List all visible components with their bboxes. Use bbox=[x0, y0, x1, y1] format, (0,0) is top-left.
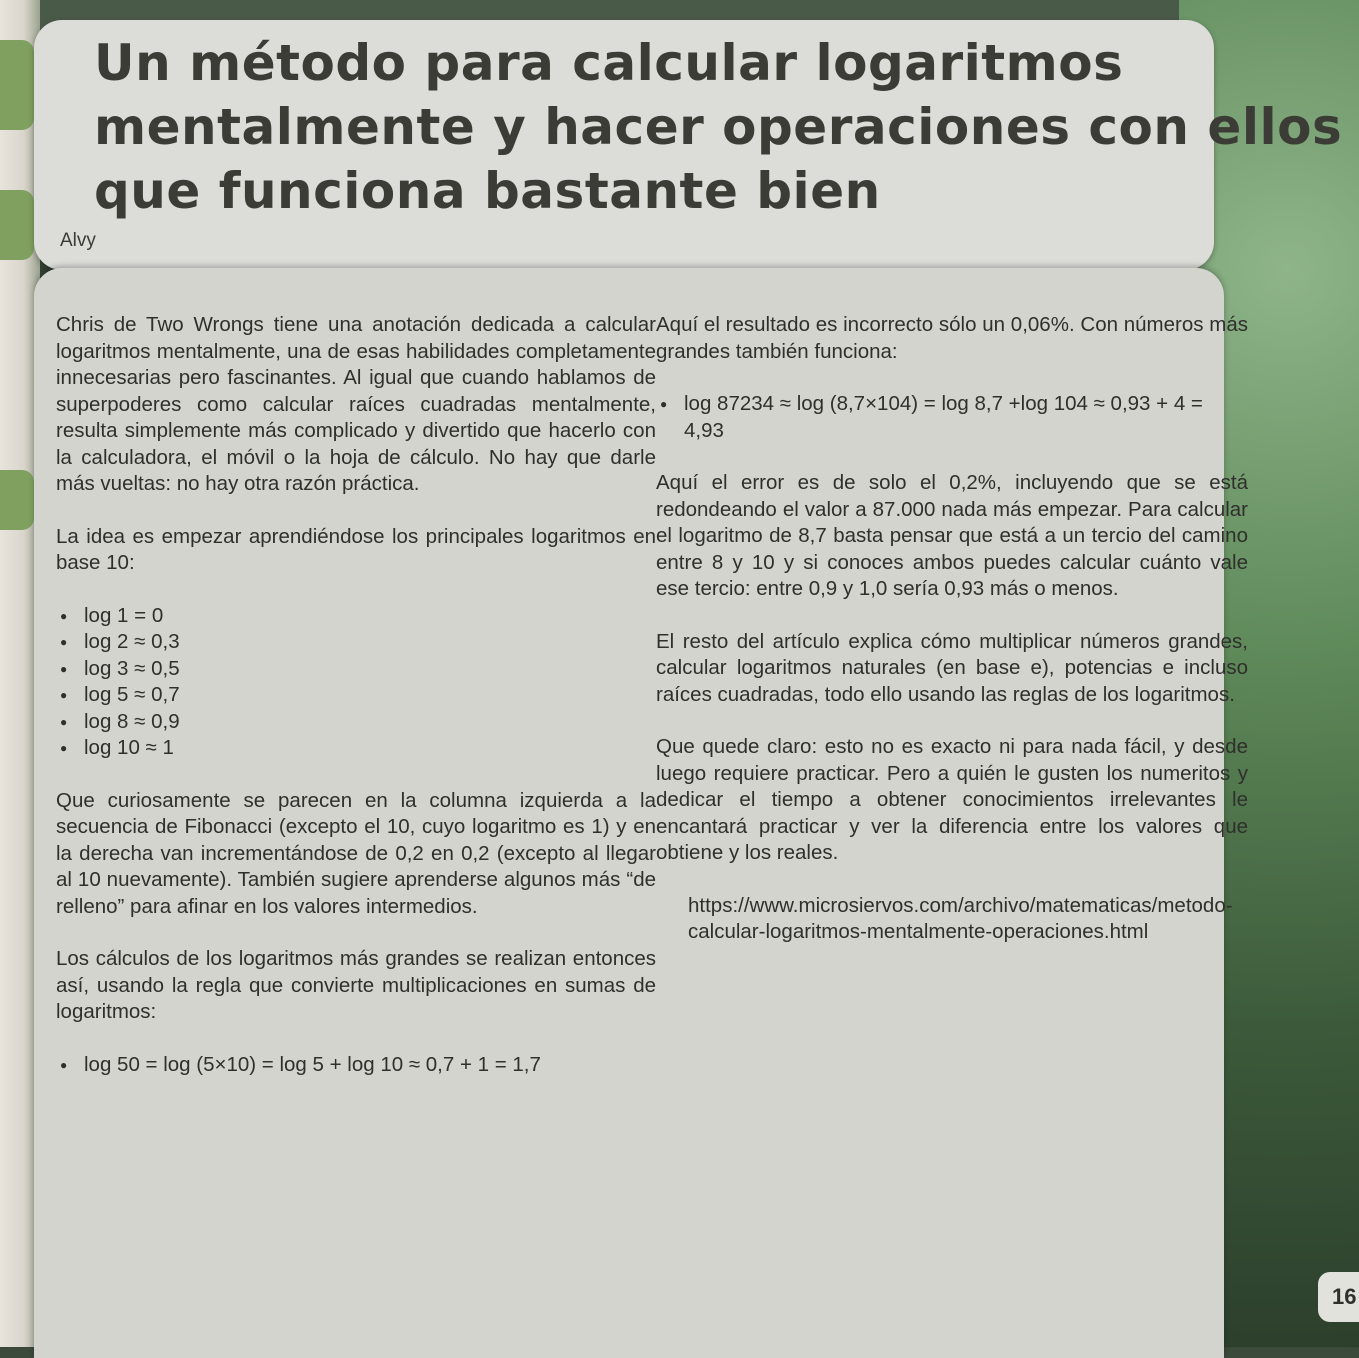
paragraph-rest: El resto del artículo explica cómo multiplicar números grandes, calcular logaritmos naturales (en base e), potencias e incluso raíces cuadradas, todo ello usando las reglas de los logaritmos. bbox=[656, 629, 1248, 706]
source-url: https://www.microsiervos.com/archivo/matematicas/metodo-calcular-logaritmos-mentalmente-operaciones.html bbox=[688, 893, 1233, 943]
paragraph-intro: Chris de Two Wrongs tiene una anotación dedicada a calcular logaritmos mentalmente, una de esas habilidades completamente innecesarias pero fascinantes. Al igual que cuando hablamos de superpoderes como calcular raíces cuadradas mentalmente, resulta simplemente más complicado y divertido que hacerlo con la calculadora, el móvil o la hoja de cálculo. No hay que darle más vueltas: no hay otra razón práctica. bbox=[56, 313, 656, 495]
example-log-87234: ● log 87234 ≈ log (8,7×104) = log 8,7 +log 104 ≈ 0,93 + 4 = 4,93 bbox=[656, 391, 1248, 444]
list-item: ● log 2 ≈ 0,3 bbox=[56, 629, 656, 656]
list-item: ● log 10 ≈ 1 bbox=[56, 735, 656, 762]
list-item: ● log 8 ≈ 0,9 bbox=[56, 709, 656, 736]
page-number: 16 bbox=[1318, 1272, 1359, 1322]
left-column bbox=[56, 312, 656, 1104]
paragraph-large-logs: Los cálculos de los logaritmos más grandes se realizan entonces así, usando la regla que convierte multiplicaciones en sumas de logaritmos: bbox=[56, 947, 656, 1023]
title-card bbox=[34, 20, 1343, 270]
title-line-2: mentalmente y hacer operaciones con ellos bbox=[94, 98, 1343, 156]
author: Alvy bbox=[60, 230, 96, 251]
title-line-3: que funciona bastante bien bbox=[94, 162, 881, 220]
paragraph-idea: La idea es empezar aprendiéndose los principales logaritmos en base 10: bbox=[56, 524, 656, 574]
example-log-50: ● log 50 = log (5×10) = log 5 + log 10 ≈ 0,7 + 1 = 1,7 bbox=[56, 1052, 656, 1079]
example-list-2 bbox=[656, 391, 1248, 444]
paragraph-fibonacci: Que curiosamente se parecen en la columna izquierda a la secuencia de Fibonacci (excepto el 10, cuyo logaritmo es 1) y en la derecha van incrementándose de 0,2 en 0,2 (excepto al llegar al 10 nuevamente). También sugiere aprenderse algunos más “de relleno” para afinar en los valores intermedios. bbox=[56, 788, 656, 918]
title-line-1: Un método para calcular logaritmos bbox=[94, 34, 1124, 92]
list-item: ● log 3 ≈ 0,5 bbox=[56, 656, 656, 683]
log-list bbox=[56, 603, 656, 762]
list-item: ● log 1 = 0 bbox=[56, 603, 656, 630]
list-item: ● log 5 ≈ 0,7 bbox=[56, 682, 656, 709]
paragraph-result: Aquí el resultado es incorrecto sólo un 0,06%. Con números más grandes también funciona: bbox=[656, 313, 1248, 363]
paragraph-conclusion: Que quede claro: esto no es exacto ni para nada fácil, y desde luego requiere practicar. Pero a quién le gusten los numeritos y dedicar el tiempo a obtener conocimientos irrelevantes le encantará practicar y ver la diferencia entre los valores que obtiene y los reales. bbox=[656, 735, 1248, 864]
paragraph-error: Aquí el error es de solo el 0,2%, incluyendo que se está redondeando el valor a 87.000 nada más empezar. Para calcular el logaritmo de 8,7 basta pensar que está a un tercio del camino entre 8 y 10 y si conoces ambos puedes calcular cuánto vale ese tercio: entre 0,9 y 1,0 sería 0,93 más o menos. bbox=[656, 471, 1248, 600]
example-list bbox=[56, 1052, 656, 1079]
right-column bbox=[656, 312, 1248, 972]
